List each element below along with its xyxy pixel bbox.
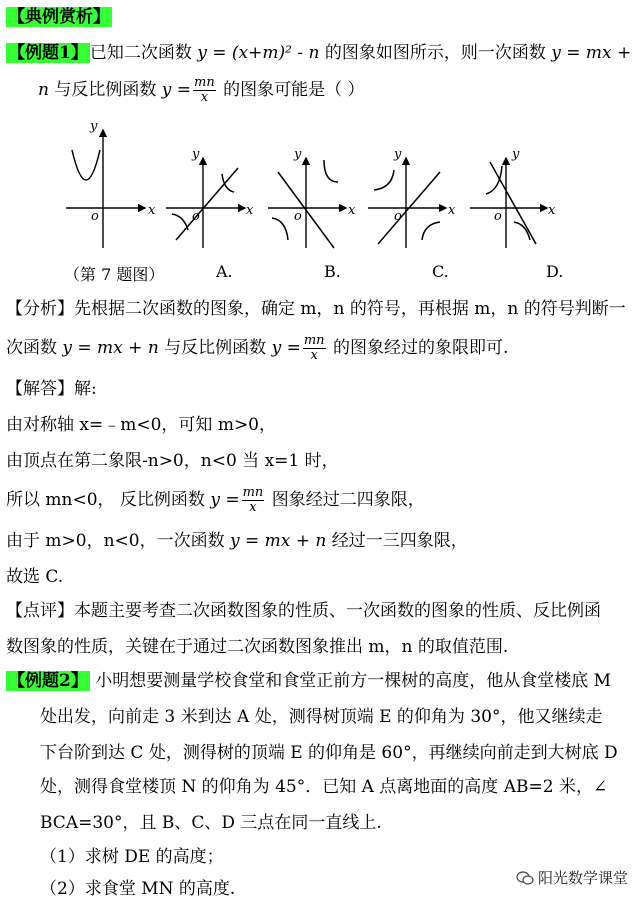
fraction-mn-x: $\frac{mn}{x}$ [303, 333, 325, 363]
svg-text:y: y [394, 147, 402, 162]
svg-text:x: x [246, 203, 254, 218]
svg-text:x: x [548, 203, 556, 218]
example2-line5: BCA=30°，且 B、C、D 三点在同一直线上. [40, 813, 382, 833]
example2-line4: 处，测得食堂楼顶 N 的仰角为 45°．已知 A 点离地面的高度 AB=2 米，∠ [40, 777, 608, 797]
svg-text:o: o [91, 209, 99, 224]
example1-tag: 【例题1】 [8, 43, 88, 63]
solution-line4: 所以 mn<0， 反比例函数 y = $\frac{mn}{x}$ 图象经过二四象限， [6, 485, 425, 515]
wechat-icon [516, 870, 534, 886]
quadratic-graph [66, 119, 156, 248]
function-graphs-figure [0, 110, 640, 260]
option-a-graph [166, 147, 254, 248]
option-c-label: C. [432, 262, 449, 281]
example2-line1: 【例题2】 小明想要测量学校食堂和食堂正前方一棵树的高度，他从食堂楼底 M [8, 671, 612, 691]
watermark: 阳光数学课堂 [516, 867, 628, 888]
example1-line1: 【例题1】 已知二次函数 y = (x+m)² - n 的图象如图所示，则一次函数 y = mx + [8, 43, 632, 63]
svg-text:y: y [90, 119, 98, 134]
comment-line2: 数图象的性质，关键在于通过二次函数图象推出 m，n 的取值范围. [6, 637, 509, 657]
example2-tag: 【例题2】 [8, 671, 88, 691]
question-2: （2）求食堂 MN 的高度. [40, 879, 236, 899]
analysis-line1: 【分析】先根据二次函数的图象，确定 m，n 的符号，再根据 m，n 的符号判断一 [6, 299, 626, 319]
svg-text:y: y [192, 147, 200, 162]
fraction-mn-x: $\frac{mn}{x}$ [242, 485, 264, 515]
svg-text:x: x [348, 203, 356, 218]
svg-text:x: x [448, 203, 456, 218]
svg-text:y: y [512, 147, 520, 162]
svg-text:o: o [192, 209, 200, 224]
comment-line1: 【点评】本题主要考查二次函数图象的性质、一次函数的图象的性质、反比例函 [6, 601, 601, 621]
svg-text:y: y [294, 147, 302, 162]
example1-line2: n 与反比例函数 y = $\frac{mn}{x}$ 的图象可能是（ ） [38, 75, 365, 105]
solution-line5: 由于 m>0，n<0，一次函数 y = mx + n 经过一三四象限， [6, 531, 468, 551]
example2-line2: 处出发，向前走 3 米到达 A 处，测得树顶端 E 的仰角为 30°，他又继续走 [40, 707, 603, 727]
analysis-line2: 次函数 y = mx + n 与反比例函数 y = $\frac{mn}{x}$ 的图象经过的象限即可. [6, 333, 509, 363]
solution-title: 【解答】解: [6, 379, 97, 399]
option-c-graph [368, 147, 456, 248]
section-title: 【典例赏析】 [8, 7, 110, 27]
solution-line6: 故选 C. [6, 567, 64, 587]
svg-text:o: o [394, 209, 402, 224]
svg-text:o: o [494, 209, 502, 224]
example2-line3: 下台阶到达 C 处，测得树的顶端 E 的仰角是 60°，再继续向前走到大树底 D [40, 743, 618, 763]
option-a-label: A. [216, 262, 233, 281]
option-b-graph [268, 147, 356, 248]
option-d-label: D. [546, 262, 564, 281]
option-b-label: B. [324, 262, 341, 281]
question-1: （1）求树 DE 的高度； [40, 847, 224, 867]
svg-text:o: o [294, 209, 302, 224]
solution-line2: 由对称轴 x=﹣m<0，可知 m>0， [6, 415, 276, 435]
fraction-mn-x: $\frac{mn}{x}$ [194, 75, 215, 105]
figure-caption: （第 7 题图） [64, 265, 165, 284]
svg-text:x: x [148, 203, 156, 218]
option-d-graph [470, 147, 556, 248]
solution-line3: 由顶点在第二象限-n>0，n<0 当 x=1 时， [6, 451, 339, 471]
